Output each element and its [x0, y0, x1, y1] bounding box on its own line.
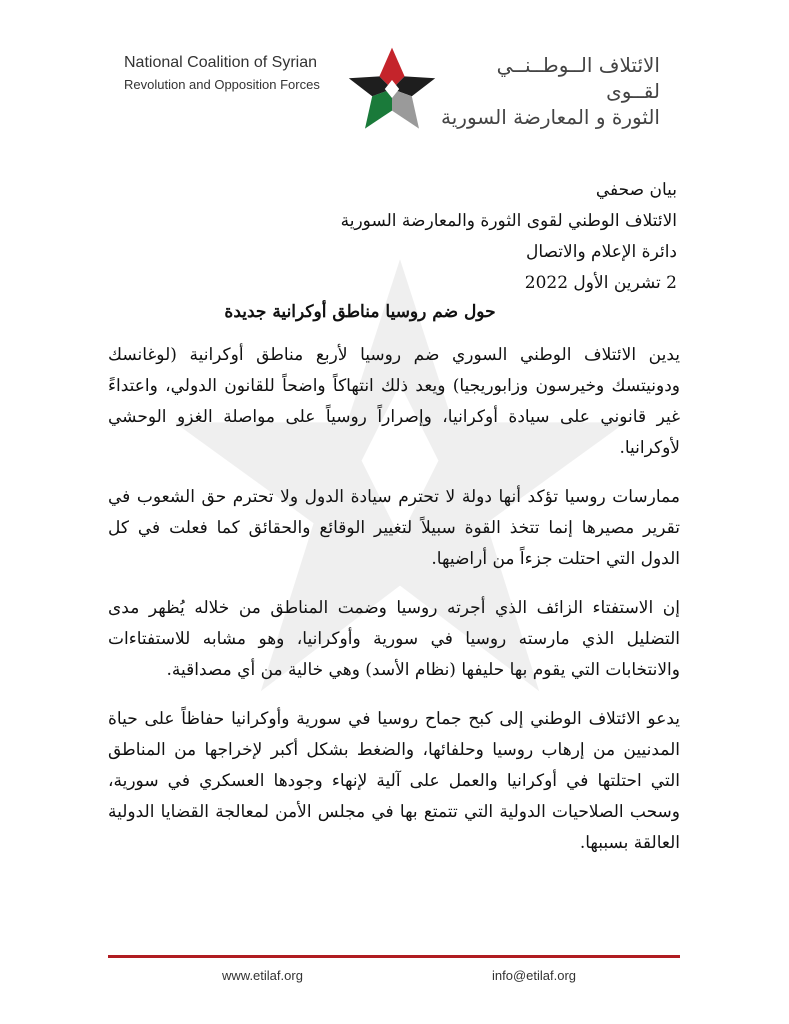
- paragraph: يدين الائتلاف الوطني السوري ضم روسيا لأربع مناطق أوكرانية (لوغانسك ودونيتسك وخيرسون وزابوريجيا) ويعد ذلك انتهاكاً واضحاً للقانون الدولي، واعتداءً غير قانوني على سيادة أوكرانيا، وإصراراً روسياً على مواصلة الغزو الوحشي لأوكرانيا.: [108, 345, 680, 458]
- paragraph: إن الاستفتاء الزائف الذي أجرته روسيا وضمت المناطق من خلاله يُظهر مدى التضليل الذي مارسته روسيا في سورية وأوكرانيا، وهو مشابه للاستفتاءات والانتخابات التي يقوم بها حليفها (نظام الأسد) وهي خالية من أي مصداقية.: [108, 598, 680, 680]
- statement-title: حول ضم روسيا مناطق أوكرانية جديدة: [224, 302, 496, 322]
- paragraph: يدعو الائتلاف الوطني إلى كبح جماح روسيا في سورية وأوكرانيا حفاظاً على حياة المدنيين من إرهاب روسيا وحلفائها، والضغط بشكل أكبر لإخراجها من المناطق التي احتلتها في أوكرانيا والعمل على آلية لإنهاء وجودها العسكري في سورية، وسحب الصلاحيات الدولية التي تتمتع بها في مجلس الأمن لمعالجة القضايا الدولية العالقة بسببها.: [108, 709, 680, 853]
- website-link[interactable]: www.etilaf.org: [222, 968, 303, 983]
- statement-body: [108, 340, 680, 877]
- org-name-arabic-line1: الائتلاف الــوطــنــي لقــوى: [496, 53, 660, 103]
- org-name-arabic: [440, 52, 660, 130]
- email-link[interactable]: info@etilaf.org: [492, 968, 577, 983]
- doc-type: بيان صحفي: [595, 180, 677, 200]
- statement-meta: [257, 175, 677, 299]
- issuer: الائتلاف الوطني لقوى الثورة والمعارضة السورية: [340, 211, 677, 231]
- org-name-english: [124, 52, 354, 96]
- department: دائرة الإعلام والاتصال: [526, 242, 677, 262]
- date: 2 تشرين الأول 2022: [524, 273, 677, 293]
- footer-divider: [108, 955, 680, 958]
- paragraph: ممارسات روسيا تؤكد أنها دولة لا تحترم سيادة الدول ولا تحترم حق الشعوب في تقرير مصيرها إنما تتخذ القوة سبيلاً لتغيير الوقائع والحقائق كما فعلت في كل الدول التي احتلت جزءاً من أراضيها.: [108, 487, 680, 569]
- org-name-english-line1: National Coalition of Syrian: [124, 54, 317, 71]
- star-logo-icon: [347, 44, 437, 134]
- org-name-arabic-line2: الثورة و المعارضة السورية: [441, 105, 660, 129]
- org-name-english-line2: Revolution and Opposition Forces: [124, 77, 320, 92]
